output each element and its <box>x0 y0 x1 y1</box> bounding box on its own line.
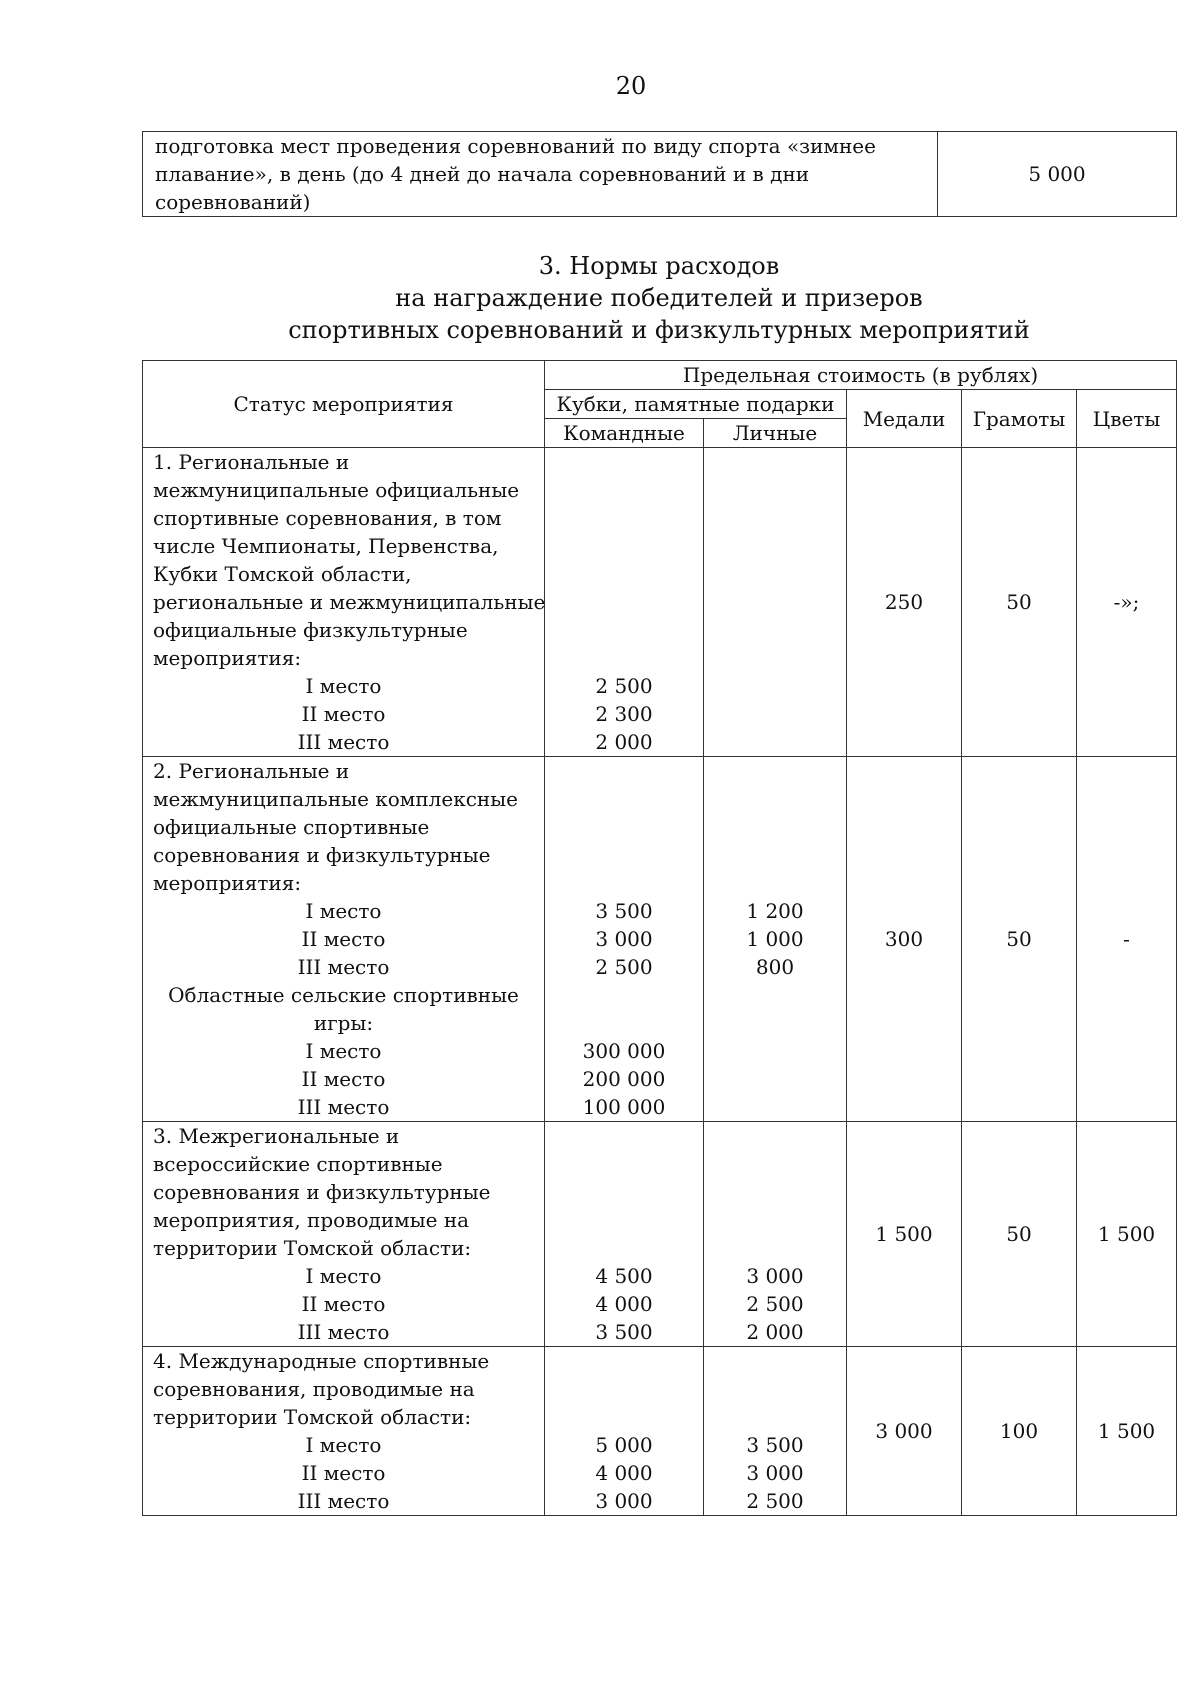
place-label: I место <box>305 1433 382 1457</box>
header-row <box>143 361 1177 390</box>
header-flowers: Цветы <box>1077 390 1177 448</box>
section-title-line: спортивных соревнований и физкультурных мероприятий <box>288 316 1030 344</box>
status-text: мероприятия: <box>153 871 302 895</box>
status-text: региональные и межмуниципальные <box>153 590 546 614</box>
team-value: 3 500 <box>595 1320 653 1344</box>
status-text: 3. Межрегиональные и <box>153 1124 400 1148</box>
status-text: межмуниципальные комплексные <box>153 787 519 811</box>
team-value: 3 500 <box>595 899 653 923</box>
section-title-line: на награждение победителей и призеров <box>395 284 923 312</box>
table-row <box>143 1347 1177 1516</box>
place-label: II место <box>301 702 386 726</box>
sub-title: Областные сельские спортивные <box>168 983 519 1007</box>
table-row <box>143 757 1177 1122</box>
team-value: 2 300 <box>595 702 653 726</box>
place-label: III место <box>297 1320 390 1344</box>
top-row-description <box>143 132 938 217</box>
team-cell <box>545 1347 704 1516</box>
personal-cell <box>704 757 847 1122</box>
team-value: 300 000 <box>582 1039 666 1063</box>
sub-title: игры: <box>313 1011 374 1035</box>
place-label: III место <box>297 1489 390 1513</box>
place-label: I место <box>305 674 382 698</box>
place-label: II место <box>301 1292 386 1316</box>
personal-cell <box>704 1347 847 1516</box>
status-text: межмуниципальные официальные <box>153 478 520 502</box>
team-value: 2 500 <box>595 955 653 979</box>
status-text: 4. Международные спортивные <box>153 1349 490 1373</box>
team-value: 4 000 <box>595 1292 653 1316</box>
team-value: 200 000 <box>582 1067 666 1091</box>
team-value: 2 000 <box>595 730 653 754</box>
top-continuation-table <box>142 131 1177 217</box>
team-value: 3 000 <box>595 927 653 951</box>
place-label: I место <box>305 899 382 923</box>
status-cell <box>143 757 545 1122</box>
team-cell <box>545 757 704 1122</box>
personal-value: 1 200 <box>746 899 804 923</box>
personal-value: 800 <box>755 955 795 979</box>
status-text: мероприятия, проводимые на <box>153 1208 470 1232</box>
status-text: официальные физкультурные <box>153 618 468 642</box>
status-text: числе Чемпионаты, Первенства, <box>153 534 499 558</box>
place-label: III место <box>297 1095 390 1119</box>
place-label: I место <box>305 1264 382 1288</box>
description-line: подготовка мест проведения соревнований по виду спорта «зимнее <box>155 134 876 158</box>
status-text: спортивные соревнования, в том <box>153 506 502 530</box>
status-cell <box>143 1122 545 1347</box>
table-row <box>143 448 1177 757</box>
status-text: 1. Региональные и <box>153 450 350 474</box>
medals-cell: 1 500 <box>847 1122 962 1347</box>
diplomas-cell: 100 <box>962 1347 1077 1516</box>
status-text: Кубки Томской области, <box>153 562 412 586</box>
status-text: соревнования и физкультурные <box>153 1180 491 1204</box>
flowers-cell: -»; <box>1077 448 1177 757</box>
header-team: Командные <box>545 419 704 448</box>
page-number: 20 <box>615 72 647 100</box>
status-cell <box>143 1347 545 1516</box>
header-limit: Предельная стоимость (в рублях) <box>545 361 1177 390</box>
personal-value: 2 500 <box>746 1292 804 1316</box>
header-cups: Кубки, памятные подарки <box>545 390 847 419</box>
place-label: II место <box>301 1461 386 1485</box>
header-personal: Личные <box>704 419 847 448</box>
diplomas-cell: 50 <box>962 757 1077 1122</box>
status-cell <box>143 448 545 757</box>
team-value: 3 000 <box>595 1489 653 1513</box>
award-norms-table <box>142 360 1177 1516</box>
header-status: Статус мероприятия <box>143 361 545 448</box>
status-text: территории Томской области: <box>153 1405 472 1429</box>
place-label: II место <box>301 927 386 951</box>
place-label: I место <box>305 1039 382 1063</box>
personal-value: 3 500 <box>746 1433 804 1457</box>
place-label: III место <box>297 955 390 979</box>
diplomas-cell: 50 <box>962 448 1077 757</box>
status-text: соревнования, проводимые на <box>153 1377 475 1401</box>
team-cell <box>545 448 704 757</box>
personal-value: 3 000 <box>746 1461 804 1485</box>
team-cell <box>545 1122 704 1347</box>
medals-cell: 3 000 <box>847 1347 962 1516</box>
team-value: 100 000 <box>582 1095 666 1119</box>
team-value: 2 500 <box>595 674 653 698</box>
place-label: II место <box>301 1067 386 1091</box>
status-text: мероприятия: <box>153 646 302 670</box>
status-text: территории Томской области: <box>153 1236 472 1260</box>
place-label: III место <box>297 730 390 754</box>
section-title-line: 3. Нормы расходов <box>538 252 780 280</box>
table-row <box>143 1122 1177 1347</box>
status-text: 2. Региональные и <box>153 759 350 783</box>
team-value: 4 500 <box>595 1264 653 1288</box>
medals-cell: 250 <box>847 448 962 757</box>
personal-cell <box>704 448 847 757</box>
personal-cell <box>704 1122 847 1347</box>
personal-value: 3 000 <box>746 1264 804 1288</box>
personal-value: 2 500 <box>746 1489 804 1513</box>
flowers-cell: 1 500 <box>1077 1122 1177 1347</box>
team-value: 4 000 <box>595 1461 653 1485</box>
section-title <box>142 250 1176 346</box>
medals-cell: 300 <box>847 757 962 1122</box>
header-medals: Медали <box>847 390 962 448</box>
top-row-value: 5 000 <box>938 132 1177 217</box>
table-row <box>143 132 1177 217</box>
flowers-cell: 1 500 <box>1077 1347 1177 1516</box>
status-text: всероссийские спортивные <box>153 1152 443 1176</box>
status-text: соревнования и физкультурные <box>153 843 491 867</box>
description-line: плавание», в день (до 4 дней до начала соревнований и в дни <box>155 162 810 186</box>
description-line: соревнований) <box>155 190 311 214</box>
status-text: официальные спортивные <box>153 815 430 839</box>
personal-value: 2 000 <box>746 1320 804 1344</box>
personal-value: 1 000 <box>746 927 804 951</box>
header-diplomas: Грамоты <box>962 390 1077 448</box>
flowers-cell: - <box>1077 757 1177 1122</box>
team-value: 5 000 <box>595 1433 653 1457</box>
diplomas-cell: 50 <box>962 1122 1077 1347</box>
